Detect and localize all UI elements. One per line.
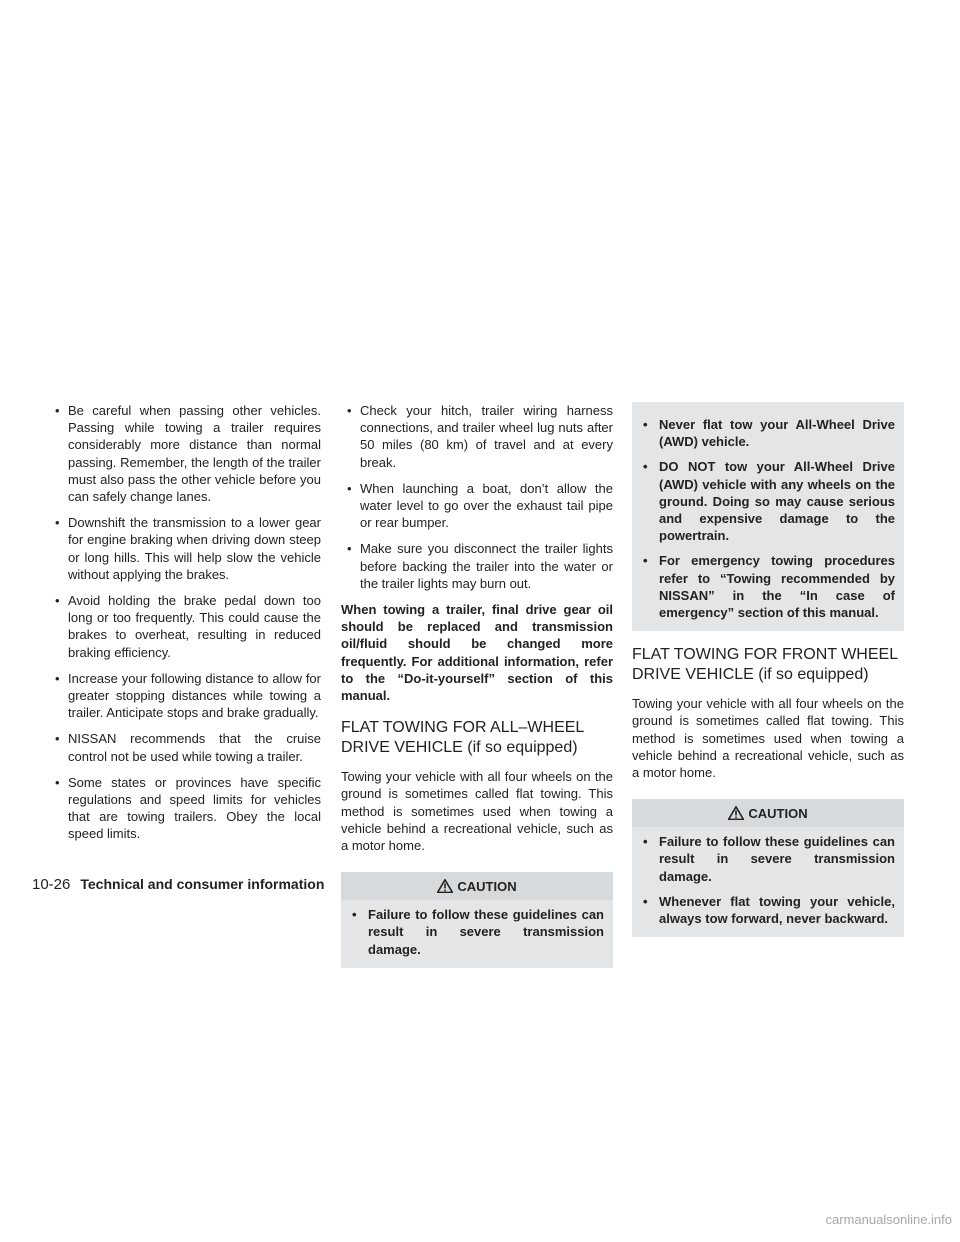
list-item: • Whenever flat towing your vehicle, always tow forward, never backward. xyxy=(641,893,895,927)
flat-towing-description: Towing your vehicle with all four wheels on the ground is sometimes called flat towing. This method is sometimes used when towing a vehicle behind a recreational vehicle, such as a motor home. xyxy=(341,769,613,854)
caution-box-awd-continued xyxy=(632,402,904,631)
section-heading-fwd: FLAT TOWING FOR FRONT WHEEL DRIVE VEHICLE (if so equipped) xyxy=(632,646,898,684)
caution-body xyxy=(341,900,613,968)
flat-towing-description: Towing your vehicle with all four wheels on the ground is sometimes called flat towing. This method is sometimes used when towing a vehicle behind a recreational vehicle, such as a motor home. xyxy=(632,696,904,781)
caution-header xyxy=(632,799,904,827)
warning-triangle-icon xyxy=(437,879,453,893)
section-heading-awd: FLAT TOWING FOR ALL–WHEEL DRIVE VEHICLE (if so equipped) xyxy=(341,719,584,757)
caution-label: CAUTION xyxy=(748,805,808,821)
caution-box xyxy=(632,799,904,937)
column-right xyxy=(632,402,904,937)
page-number: 10-26 xyxy=(32,876,71,893)
list-item: • Some states or provinces have specific regulations and speed limits for vehicles that are towing trailers. Obey the local speed limits. xyxy=(49,774,321,843)
list-item: • NISSAN recommends that the cruise control not be used while towing a trailer. xyxy=(49,730,321,764)
caution-body xyxy=(632,827,904,937)
list-item: • Failure to follow these guidelines can result in severe transmission damage. xyxy=(350,906,604,958)
chapter-title: Technical and consumer information xyxy=(80,876,325,892)
column-left xyxy=(49,402,321,852)
list-item: • Downshift the transmission to a lower gear for engine braking when driving down steep or long hills. This will help slow the vehicle without applying the brakes. xyxy=(49,514,321,583)
column-middle xyxy=(341,402,613,968)
caution-body xyxy=(632,410,904,631)
gear-oil-note: When towing a trailer, final drive gear oil should be replaced and transmission oil/fluid should be changed more frequently. For additional information, refer to the “Do-it-yourself” section of this manual. xyxy=(341,602,613,704)
list-item: • DO NOT tow your All-Wheel Drive (AWD) vehicle with any wheels on the ground. Doing so may cause serious and expensive damage to the powertrain. xyxy=(641,458,895,544)
page-footer xyxy=(32,876,324,893)
caution-box xyxy=(341,872,613,968)
caution-list xyxy=(350,906,604,958)
list-item: • Be careful when passing other vehicles. Passing while towing a trailer requires considerably more distance than normal passing. Remember, the length of the trailer must also pass the other vehicle before you can safely change lanes. xyxy=(49,402,321,505)
list-item: • When launching a boat, don’t allow the water level to go over the exhaust tail pipe or rear bumper. xyxy=(341,480,613,532)
caution-list xyxy=(641,416,895,621)
list-item: • Failure to follow these guidelines can result in severe transmission damage. xyxy=(641,833,895,885)
list-item: • Increase your following distance to allow for greater stopping distances while towing a trailer. Anticipate stops and brake gradually. xyxy=(49,670,321,722)
warning-triangle-icon xyxy=(728,806,744,820)
caution-list xyxy=(641,833,895,927)
list-item: • Never flat tow your All-Wheel Drive (AWD) vehicle. xyxy=(641,416,895,450)
caution-header xyxy=(341,872,613,900)
towing-tips-list xyxy=(49,402,321,843)
list-item: • Check your hitch, trailer wiring harness connections, and trailer wheel lug nuts after 50 miles (80 km) of travel and at every break. xyxy=(341,402,613,471)
list-item: • Avoid holding the brake pedal down too long or too frequently. This could cause the brakes to overheat, resulting in reduced braking efficiency. xyxy=(49,592,321,661)
watermark: carmanualsonline.info xyxy=(825,1212,952,1227)
list-item: • Make sure you disconnect the trailer lights before backing the trailer into the water or the trailer lights may burn out. xyxy=(341,540,613,592)
caution-label: CAUTION xyxy=(457,878,517,894)
towing-tips-list-continued xyxy=(341,402,613,592)
list-item: • For emergency towing procedures refer to “Towing recommended by NISSAN” in the “In case of emergency” section of this manual. xyxy=(641,552,895,621)
